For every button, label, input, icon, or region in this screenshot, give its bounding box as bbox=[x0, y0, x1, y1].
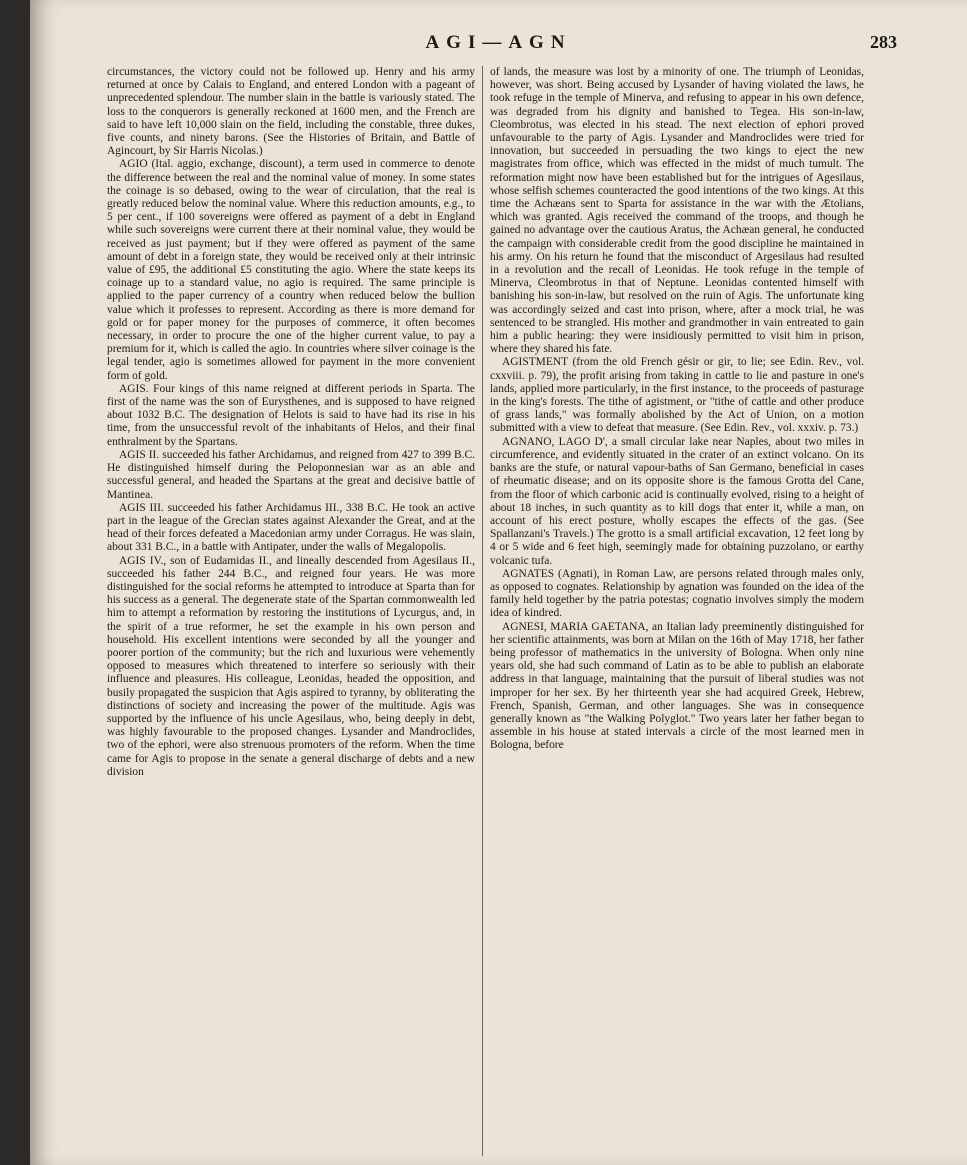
paragraph-agis-iii: AGIS III. succeeded his father Archidamus III., 338 B.C. He took an active part in the league of the Grecian states against Alexander the Great, and at the head of their forces defeated a Macedonian army under Corragus. He was slain, about 331 B.C., in a battle with Antipater, under the walls of Megalopolis. bbox=[107, 501, 475, 554]
column-divider bbox=[482, 66, 483, 1156]
paragraph-agis-iv-continued: of lands, the measure was lost by a minority of one. The triumph of Leonidas, however, was short. Being accused by Lysander of having violated the laws, he took refuge in the temple of Minerva, and refusing to appear in his own defence, was degraded from his dignity and banished to Tegea. His son-in-law, Cleombrotus, was elected in his stead. The next election of ephori proved unfavourable to the party of Agis. Lysander and Mandroclides were tried for innovation, but succeeded in persuading the two kings to eject the new magistrates from office, which was effected in the midst of much tumult. The reformation might now have been established but for the intrigues of Agesilaus, whose selfish schemes counteracted the good intentions of the two kings. At this time the Achæans sent to Sparta for assistance in the war with the Ætolians, which was granted. Agis received the command of the troops, and though he gained no advantage over the cautious Aratus, the Achæan general, he conducted the campaign with considerable credit from the good discipline he maintained in his army. On his return he found that the misconduct of Argesilaus had resulted in a revolution and the recall of Leonidas. He took refuge in the temple of Minerva, Cleombrotus in that of Neptune. Leonidas contented himself with banishing his son-in-law, but resolved on the ruin of Agis. The unfortunate king was accordingly seized and cast into prison, where, after a mock trial, he was sentenced to be strangled. His mother and grandmother in vain entreated to gain him a public hearing: they were insidiously permitted to visit him in prison, where they shared his fate. bbox=[490, 66, 864, 356]
running-head: AGI—AGN bbox=[425, 32, 572, 53]
paragraph-agistment: AGISTMENT (from the old French gésir or gir, to lie; see Edin. Rev., vol. cxxviii. p. 79), the profit arising from taking in cattle to lie and pasture in one's lands, applied more particularly, in the first instance, to the proceeds of pasturage in the king's forests. The tithe of agistment, or "tithe of cattle and other produce of grass lands," was formally abolished by the Act of Union, on a motion submitted with a view to defeat that measure. (See Edin. Rev., vol. xxxiv. p. 73.) bbox=[490, 356, 864, 435]
paragraph-agnesi: AGNESI, MARIA GAETANA, an Italian lady preeminently distinguished for her scientific attainments, was born at Milan on the 16th of May 1718, her father being professor of mathematics in the university of Bologna. When only nine years old, she had such command of Latin as to be able to publish an elaborate address in that language, maintaining that the pursuit of liberal studies was not improper for her sex. By her thirteenth year she had acquired Greek, Hebrew, French, Spanish, German, and other languages. She was in consequence generally known as "the Walking Polyglot." Two years later her father began to assemble in his house at stated intervals a circle of the most learned men in Bologna, before bbox=[490, 620, 864, 752]
paragraph-agis-ii: AGIS II. succeeded his father Archidamus, and reigned from 427 to 399 B.C. He distinguished himself during the Peloponnesian war as an able and successful general, and headed the Spartans at the great and decisive battle of Mantinea. bbox=[107, 448, 475, 501]
paragraph-agis-iv: AGIS IV., son of Eudamidas II., and lineally descended from Agesilaus II., succeeded his father 244 B.C., and reigned four years. He was more distinguished for the social reforms he attempted to introduce at Sparta than for his success as a general. The degenerate state of the Spartan commonwealth led him to attempt a reformation by restoring the institutions of Lycurgus, and, in the spirit of a true reformer, he set the example in his own person and household. His excellent intentions were seconded by all the younger and poorer portion of the community; but the rich and luxurious were vehemently opposed to measures which threatened to interfere so seriously with their influence and pleasures. His colleague, Leonidas, headed the opposition, and busily propagated the suspicion that Agis aspired to tyranny, by obliterating the distinctions of society and increasing the power of the multitude. Agis was supported by the influence of his uncle Agesilaus, who, being deeply in debt, was highly favourable to the proposed changes. Lysander and Mandroclides, two of the ephori, were also strenuous promoters of the reform. When the time came for Agis to propose in the senate a general discharge of debts and a new division bbox=[107, 554, 475, 778]
page-number: 283 bbox=[870, 32, 897, 52]
right-column bbox=[490, 66, 864, 1156]
paragraph-agnates: AGNATES (Agnati), in Roman Law, are persons related through males only, as opposed to cognates. Relationship by agnation was founded on the idea of the family held together by the patria potestas; cognatio involves simply the modern idea of kindred. bbox=[490, 567, 864, 620]
paragraph-agis: AGIS. Four kings of this name reigned at different periods in Sparta. The first of the name was the son of Eurysthenes, and is supposed to have reigned about 1032 B.C. The designation of Helots is said to have had its rise in his time, from the unsuccessful revolt of the inhabitants of Helos, and their final enthralment by the Spartans. bbox=[107, 382, 475, 448]
paragraph-agio: AGIO (Ital. aggio, exchange, discount), a term used in commerce to denote the difference between the real and the nominal value of money. In some states the coinage is so debased, owing to the wear of circulation, that the real is greatly reduced below the nominal value. Where this reduction amounts, e.g., to 5 per cent., if 100 sovereigns were offered as payment of a debt in England while such sovereigns were current there at their nominal value, they would be received as just payment; but if they were offered as payment of the same amount of debt in a foreign state, they would be received only at their intrinsic value of £95, the additional £5 constituting the agio. Where the state keeps its coinage up to a standard value, no agio is required. The same principle is applied to the paper currency of a country when reduced below the bullion value which it professes to represent. According as there is more demand for gold or for paper money for the purposes of commerce, it often becomes necessary, in order to procure the one of the higher current value, to pay a premium for it, which is called the agio. In countries where silver coinage is the legal tender, agio is sometimes allowed for payment in the more convenient form of gold. bbox=[107, 158, 475, 382]
paragraph-agincourt-continued: circumstances, the victory could not be followed up. Henry and his army returned at once by Calais to England, and entered London with a pageant of unprecedented splendour. The number slain in the battle is variously stated. The loss to the conquerors is generally reckoned at 1600 men, and the French are said to have left 10,000 slain on the field, including the constable, three dukes, five counts, and ninety barons. (See the Histories of Britain, and Battle of Agincourt, by Sir Harris Nicolas.) bbox=[107, 66, 475, 158]
book-page bbox=[30, 0, 967, 1165]
left-column bbox=[107, 66, 475, 1156]
paragraph-agnano: AGNANO, LAGO D', a small circular lake near Naples, about two miles in circumference, and evidently situated in the crater of an extinct volcano. On its banks are the stufe, or natural vapour-baths of San Germano, beneficial in cases of rheumatic disease; and on its opposite shore is the famous Grotta del Cane, from the floor of which carbonic acid is continually evolved, rising to a height of about 18 inches, in such quantity as to kill dogs that enter it, while a man, on account of his erect posture, wholly escapes the effects of the gas. (See Spallanzani's Travels.) The grotto is a small artificial excavation, 12 feet long by 4 or 5 wide and 6 feet high, seemingly made for obtaining puzzolano, or earthy volcanic tufa. bbox=[490, 435, 864, 567]
page-header bbox=[100, 32, 897, 58]
